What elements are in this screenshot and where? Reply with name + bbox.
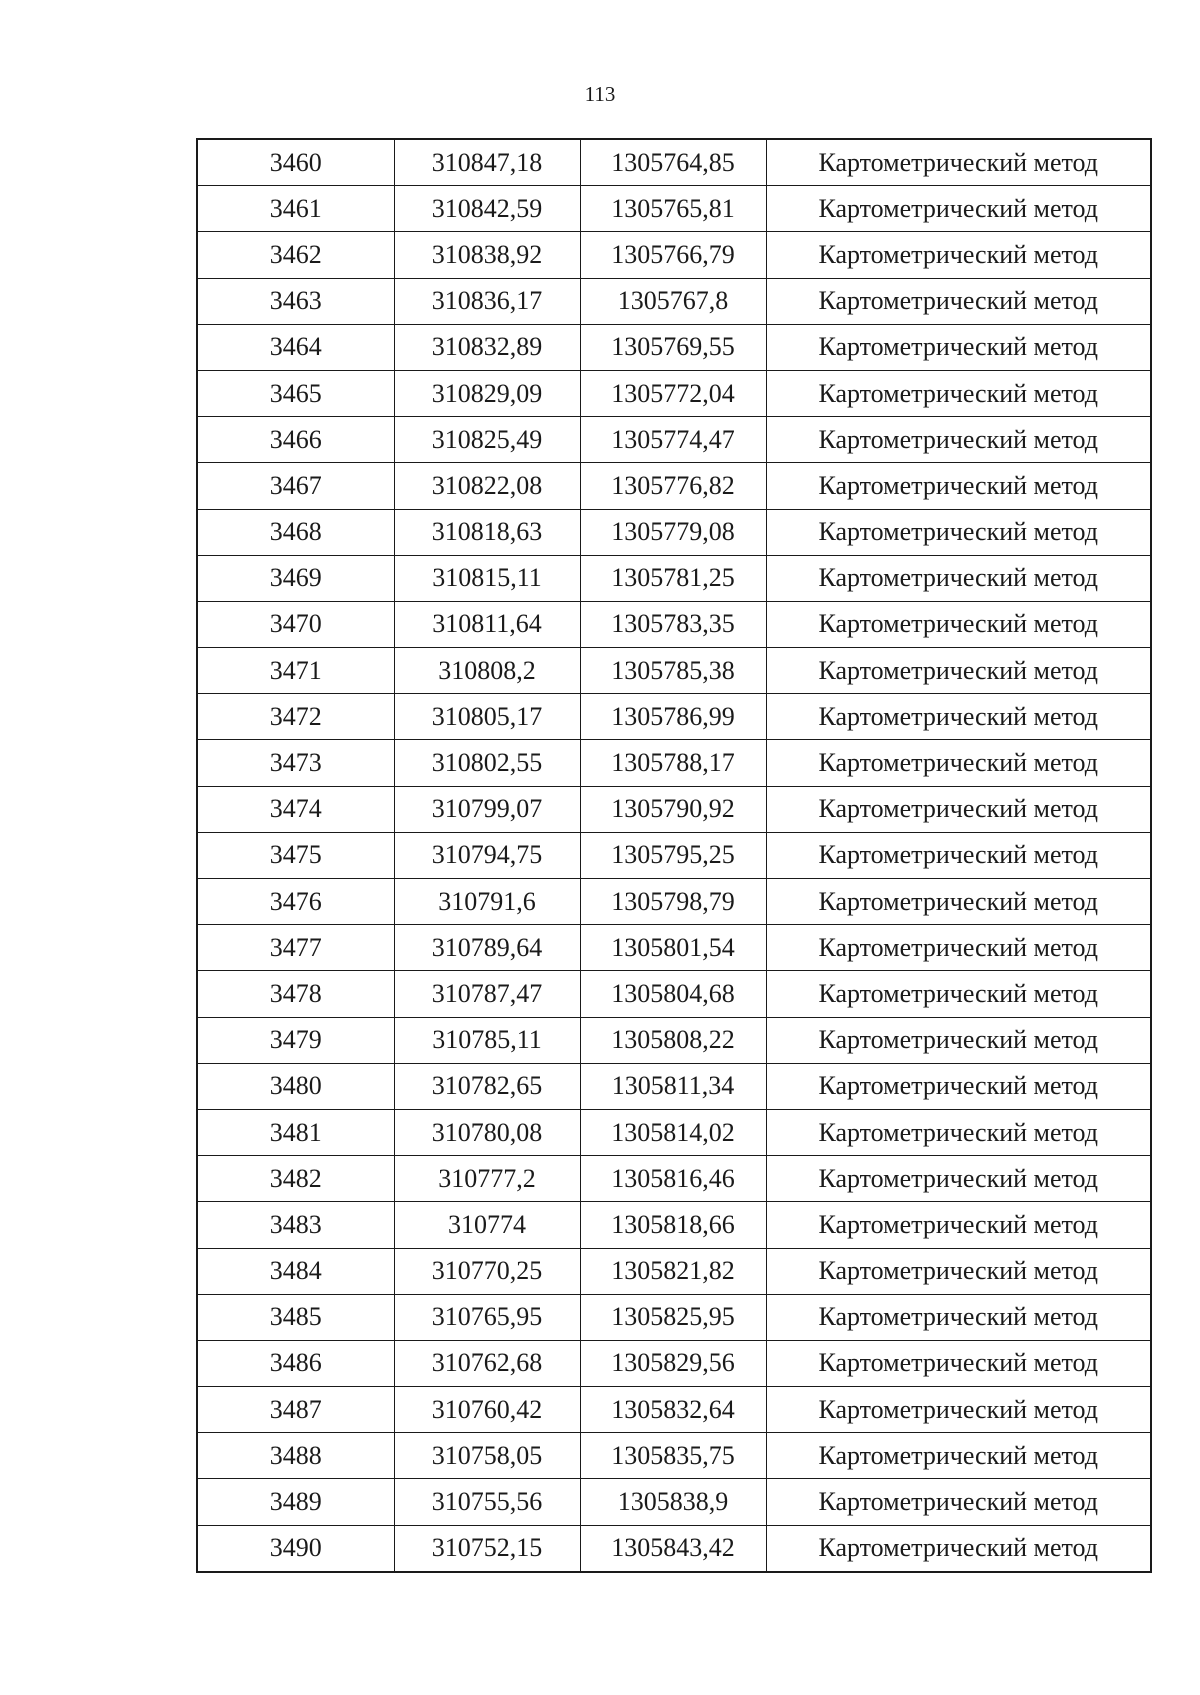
y-coordinate-cell: 1305843,42 <box>580 1525 766 1572</box>
y-coordinate-cell: 1305825,95 <box>580 1294 766 1340</box>
table-row <box>197 694 1151 740</box>
method-cell: Картометрический метод <box>766 1479 1151 1525</box>
y-coordinate-cell: 1305804,68 <box>580 971 766 1017</box>
y-coordinate-cell: 1305788,17 <box>580 740 766 786</box>
table-row <box>197 324 1151 370</box>
x-coordinate-cell: 310787,47 <box>394 971 580 1017</box>
point-number-cell: 3487 <box>197 1387 394 1433</box>
table-row <box>197 1248 1151 1294</box>
x-coordinate-cell: 310802,55 <box>394 740 580 786</box>
table-row <box>197 1017 1151 1063</box>
method-cell: Картометрический метод <box>766 694 1151 740</box>
x-coordinate-cell: 310789,64 <box>394 925 580 971</box>
x-coordinate-cell: 310847,18 <box>394 139 580 186</box>
y-coordinate-cell: 1305765,81 <box>580 186 766 232</box>
x-coordinate-cell: 310752,15 <box>394 1525 580 1572</box>
x-coordinate-cell: 310799,07 <box>394 786 580 832</box>
y-coordinate-cell: 1305779,08 <box>580 509 766 555</box>
point-number-cell: 3484 <box>197 1248 394 1294</box>
point-number-cell: 3466 <box>197 417 394 463</box>
point-number-cell: 3462 <box>197 232 394 278</box>
method-cell: Картометрический метод <box>766 1017 1151 1063</box>
table-row <box>197 1479 1151 1525</box>
y-coordinate-cell: 1305798,79 <box>580 879 766 925</box>
x-coordinate-cell: 310758,05 <box>394 1433 580 1479</box>
method-cell: Картометрический метод <box>766 555 1151 601</box>
method-cell: Картометрический метод <box>766 1248 1151 1294</box>
x-coordinate-cell: 310755,56 <box>394 1479 580 1525</box>
table-row <box>197 555 1151 601</box>
point-number-cell: 3478 <box>197 971 394 1017</box>
method-cell: Картометрический метод <box>766 370 1151 416</box>
method-cell: Картометрический метод <box>766 1525 1151 1572</box>
y-coordinate-cell: 1305818,66 <box>580 1202 766 1248</box>
table-row <box>197 417 1151 463</box>
table-row <box>197 1433 1151 1479</box>
point-number-cell: 3472 <box>197 694 394 740</box>
method-cell: Картометрический метод <box>766 832 1151 878</box>
table-row <box>197 879 1151 925</box>
point-number-cell: 3477 <box>197 925 394 971</box>
table-row <box>197 1294 1151 1340</box>
point-number-cell: 3469 <box>197 555 394 601</box>
method-cell: Картометрический метод <box>766 1063 1151 1109</box>
method-cell: Картометрический метод <box>766 1109 1151 1155</box>
y-coordinate-cell: 1305816,46 <box>580 1156 766 1202</box>
point-number-cell: 3471 <box>197 648 394 694</box>
table-row <box>197 1063 1151 1109</box>
x-coordinate-cell: 310805,17 <box>394 694 580 740</box>
point-number-cell: 3470 <box>197 601 394 647</box>
y-coordinate-cell: 1305786,99 <box>580 694 766 740</box>
method-cell: Картометрический метод <box>766 509 1151 555</box>
y-coordinate-cell: 1305774,47 <box>580 417 766 463</box>
point-number-cell: 3488 <box>197 1433 394 1479</box>
x-coordinate-cell: 310829,09 <box>394 370 580 416</box>
point-number-cell: 3481 <box>197 1109 394 1155</box>
x-coordinate-cell: 310765,95 <box>394 1294 580 1340</box>
table-row <box>197 971 1151 1017</box>
x-coordinate-cell: 310791,6 <box>394 879 580 925</box>
point-number-cell: 3475 <box>197 832 394 878</box>
point-number-cell: 3473 <box>197 740 394 786</box>
table-row <box>197 1340 1151 1386</box>
y-coordinate-cell: 1305838,9 <box>580 1479 766 1525</box>
table-row <box>197 1202 1151 1248</box>
method-cell: Картометрический метод <box>766 879 1151 925</box>
table-row <box>197 1156 1151 1202</box>
page-number: 113 <box>584 82 616 106</box>
y-coordinate-cell: 1305835,75 <box>580 1433 766 1479</box>
table-row <box>197 786 1151 832</box>
table-row <box>197 186 1151 232</box>
coordinates-table <box>196 138 1152 1573</box>
table-row <box>197 832 1151 878</box>
method-cell: Картометрический метод <box>766 786 1151 832</box>
point-number-cell: 3465 <box>197 370 394 416</box>
x-coordinate-cell: 310836,17 <box>394 278 580 324</box>
method-cell: Картометрический метод <box>766 925 1151 971</box>
method-cell: Картометрический метод <box>766 417 1151 463</box>
point-number-cell: 3485 <box>197 1294 394 1340</box>
point-number-cell: 3489 <box>197 1479 394 1525</box>
x-coordinate-cell: 310770,25 <box>394 1248 580 1294</box>
point-number-cell: 3482 <box>197 1156 394 1202</box>
y-coordinate-cell: 1305829,56 <box>580 1340 766 1386</box>
x-coordinate-cell: 310785,11 <box>394 1017 580 1063</box>
x-coordinate-cell: 310760,42 <box>394 1387 580 1433</box>
method-cell: Картометрический метод <box>766 324 1151 370</box>
method-cell: Картометрический метод <box>766 1340 1151 1386</box>
table-row <box>197 232 1151 278</box>
y-coordinate-cell: 1305783,35 <box>580 601 766 647</box>
point-number-cell: 3480 <box>197 1063 394 1109</box>
table-row <box>197 925 1151 971</box>
table-row <box>197 463 1151 509</box>
x-coordinate-cell: 310774 <box>394 1202 580 1248</box>
point-number-cell: 3463 <box>197 278 394 324</box>
y-coordinate-cell: 1305781,25 <box>580 555 766 601</box>
x-coordinate-cell: 310818,63 <box>394 509 580 555</box>
method-cell: Картометрический метод <box>766 601 1151 647</box>
x-coordinate-cell: 310842,59 <box>394 186 580 232</box>
x-coordinate-cell: 310782,65 <box>394 1063 580 1109</box>
method-cell: Картометрический метод <box>766 740 1151 786</box>
y-coordinate-cell: 1305766,79 <box>580 232 766 278</box>
method-cell: Картометрический метод <box>766 232 1151 278</box>
point-number-cell: 3468 <box>197 509 394 555</box>
table-row <box>197 278 1151 324</box>
x-coordinate-cell: 310794,75 <box>394 832 580 878</box>
y-coordinate-cell: 1305764,85 <box>580 139 766 186</box>
y-coordinate-cell: 1305808,22 <box>580 1017 766 1063</box>
x-coordinate-cell: 310780,08 <box>394 1109 580 1155</box>
table-row <box>197 1525 1151 1572</box>
method-cell: Картометрический метод <box>766 463 1151 509</box>
point-number-cell: 3461 <box>197 186 394 232</box>
table-body <box>197 139 1151 1572</box>
x-coordinate-cell: 310811,64 <box>394 601 580 647</box>
x-coordinate-cell: 310762,68 <box>394 1340 580 1386</box>
point-number-cell: 3474 <box>197 786 394 832</box>
table-row <box>197 370 1151 416</box>
point-number-cell: 3486 <box>197 1340 394 1386</box>
y-coordinate-cell: 1305811,34 <box>580 1063 766 1109</box>
y-coordinate-cell: 1305772,04 <box>580 370 766 416</box>
point-number-cell: 3460 <box>197 139 394 186</box>
y-coordinate-cell: 1305776,82 <box>580 463 766 509</box>
x-coordinate-cell: 310825,49 <box>394 417 580 463</box>
point-number-cell: 3490 <box>197 1525 394 1572</box>
method-cell: Картометрический метод <box>766 1433 1151 1479</box>
table-row <box>197 1387 1151 1433</box>
method-cell: Картометрический метод <box>766 648 1151 694</box>
y-coordinate-cell: 1305769,55 <box>580 324 766 370</box>
table-row <box>197 740 1151 786</box>
point-number-cell: 3479 <box>197 1017 394 1063</box>
y-coordinate-cell: 1305814,02 <box>580 1109 766 1155</box>
point-number-cell: 3483 <box>197 1202 394 1248</box>
x-coordinate-cell: 310838,92 <box>394 232 580 278</box>
method-cell: Картометрический метод <box>766 1294 1151 1340</box>
y-coordinate-cell: 1305790,92 <box>580 786 766 832</box>
y-coordinate-cell: 1305767,8 <box>580 278 766 324</box>
x-coordinate-cell: 310808,2 <box>394 648 580 694</box>
x-coordinate-cell: 310815,11 <box>394 555 580 601</box>
method-cell: Картометрический метод <box>766 278 1151 324</box>
table-row <box>197 1109 1151 1155</box>
method-cell: Картометрический метод <box>766 186 1151 232</box>
method-cell: Картометрический метод <box>766 1202 1151 1248</box>
point-number-cell: 3476 <box>197 879 394 925</box>
method-cell: Картометрический метод <box>766 1387 1151 1433</box>
table-row <box>197 601 1151 647</box>
method-cell: Картометрический метод <box>766 971 1151 1017</box>
method-cell: Картометрический метод <box>766 139 1151 186</box>
table-row <box>197 509 1151 555</box>
y-coordinate-cell: 1305785,38 <box>580 648 766 694</box>
method-cell: Картометрический метод <box>766 1156 1151 1202</box>
y-coordinate-cell: 1305795,25 <box>580 832 766 878</box>
x-coordinate-cell: 310777,2 <box>394 1156 580 1202</box>
point-number-cell: 3467 <box>197 463 394 509</box>
point-number-cell: 3464 <box>197 324 394 370</box>
table-row <box>197 139 1151 186</box>
y-coordinate-cell: 1305832,64 <box>580 1387 766 1433</box>
y-coordinate-cell: 1305801,54 <box>580 925 766 971</box>
x-coordinate-cell: 310832,89 <box>394 324 580 370</box>
table-row <box>197 648 1151 694</box>
y-coordinate-cell: 1305821,82 <box>580 1248 766 1294</box>
x-coordinate-cell: 310822,08 <box>394 463 580 509</box>
